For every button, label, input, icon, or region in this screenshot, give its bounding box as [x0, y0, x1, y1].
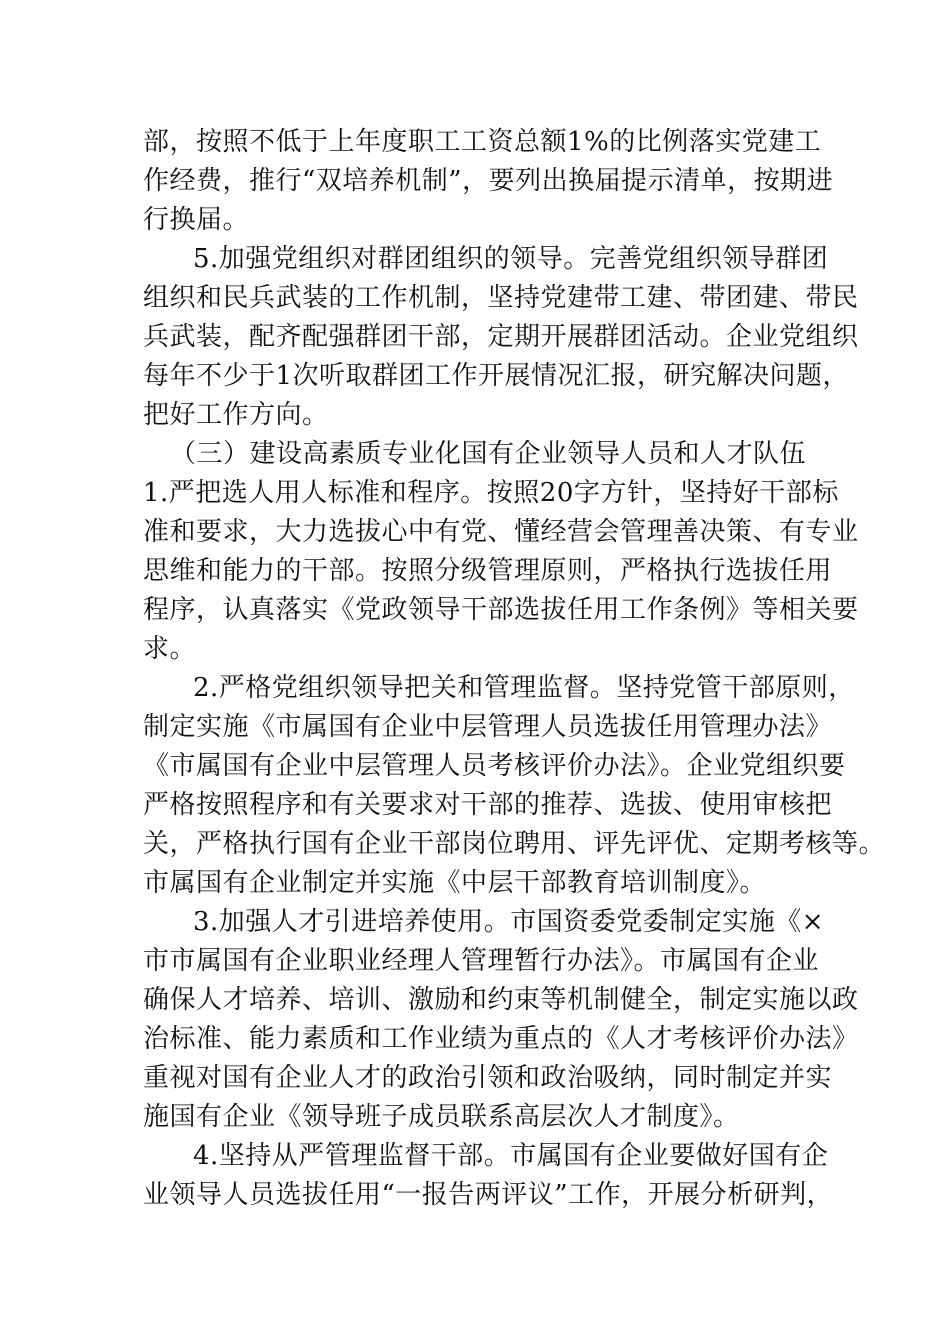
paragraph-heading: 4.坚持从严管理监督干部。市属国有企业要做好国有企: [193, 1141, 829, 1171]
paragraph-heading: 2.严格党组织领导把关和管理监督。坚持党管干部原则，: [193, 673, 855, 703]
text-line: 组织和民兵武装的工作机制，坚持党建带工建、带团建、带民: [143, 283, 859, 313]
paragraph-heading: 1.严把选人用人标准和程序。按照20字方针，坚持好干部标: [143, 478, 839, 508]
text-line: 兵武装，配齐配强群团干部，定期开展群团活动。企业党组织: [143, 322, 859, 352]
text-line: 求。: [143, 634, 197, 664]
text-line: 部，按照不低于上年度职工工资总额1%的比例落实党建工: [143, 127, 822, 157]
text-line: 每年不少于1次听取群团工作开展情况汇报，研究解决问题，: [143, 361, 850, 391]
text-line: 准和要求，大力选拔心中有党、懂经营会管理善决策、有专业: [143, 517, 859, 547]
text-line: 确保人才培养、培训、激励和约束等机制健全，制定实施以政: [143, 985, 859, 1015]
text-line: 施国有企业《领导班子成员联系高层次人才制度》。: [143, 1102, 740, 1132]
text-line: 市市属国有企业职业经理人管理暂行办法》。市属国有企业: [143, 946, 820, 976]
paragraph-heading: 5.加强党组织对群团组织的领导。完善党组织领导群团: [193, 244, 829, 274]
text-line: 行换届。: [143, 205, 250, 235]
text-line: 市属国有企业制定并实施《中层干部教育培训制度》。: [143, 868, 767, 898]
text-line: 程序，认真落实《党政领导干部选拔任用工作条例》等相关要: [143, 595, 859, 625]
text-line: 业领导人员选拔任用“一报告两评议”工作，开展分析研判，: [143, 1180, 834, 1210]
text-line: 严格按照程序和有关要求对干部的推荐、选拔、使用审核把: [143, 790, 833, 820]
text-line: 重视对国有企业人才的政治引领和政治吸纳，同时制定并实: [143, 1063, 833, 1093]
text-line: 关，严格执行国有企业干部岗位聘用、评先评优、定期考核等。: [143, 829, 886, 859]
text-line: 制定实施《市属国有企业中层管理人员选拔任用管理办法》: [143, 712, 833, 742]
paragraph-heading: 3.加强人才引进培养使用。市国资委党委制定实施《×: [193, 907, 825, 937]
text-line: 治标准、能力素质和工作业绩为重点的《人才考核评价办法》: [143, 1024, 859, 1054]
text-line: 思维和能力的干部。按照分级管理原则，严格执行选拔任用: [143, 556, 833, 586]
text-line: 作经费，推行“双培养机制”，要列出换届提示清单，按期进: [143, 166, 834, 196]
text-line: 《市属国有企业中层管理人员考核评价办法》。企业党组织要: [143, 751, 846, 781]
section-heading: （三）建设高素质专业化国有企业领导人员和人才队伍: [170, 439, 807, 469]
text-line: 把好工作方向。: [143, 400, 329, 430]
